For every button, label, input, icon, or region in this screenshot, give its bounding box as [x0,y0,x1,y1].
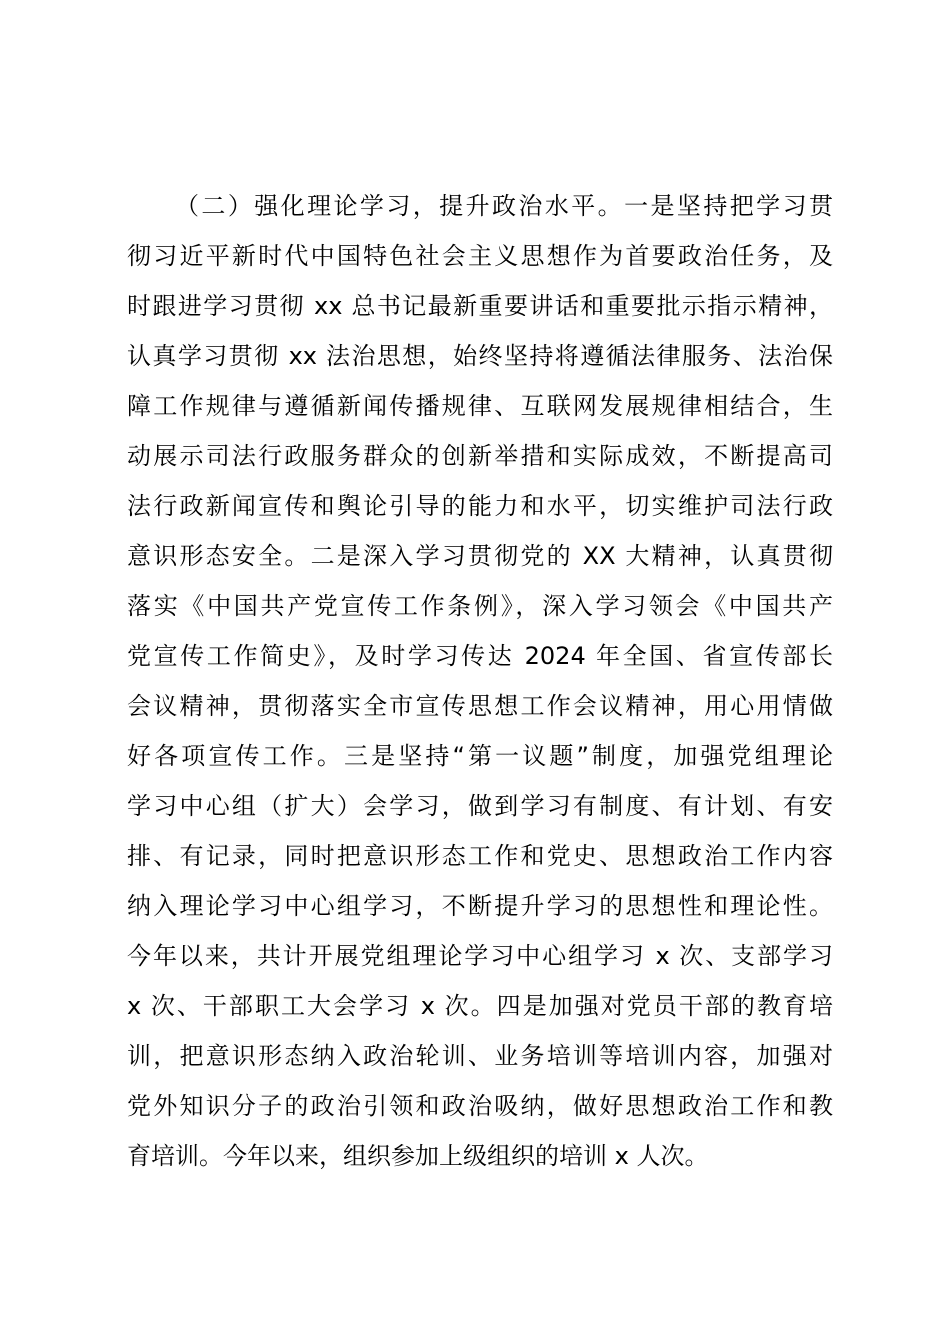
paragraph-line: 学习中心组（扩大）会学习，做到学习有制度、有计划、有安 [127,792,833,820]
paragraph-line: 落实《中国共产党宣传工作条例》，深入学习领会《中国共产 [127,592,833,620]
paragraph-line: 党外知识分子的政治引领和政治吸纳，做好思想政治工作和教 [127,1092,833,1120]
paragraph-line: 党宣传工作简史》，及时学习传达 2024 年全国、省宣传部长 [127,642,833,670]
paragraph-line: 障工作规律与遵循新闻传播规律、互联网发展规律相结合，生 [127,392,833,420]
paragraph-line: 纳入理论学习中心组学习，不断提升学习的思想性和理论性。 [127,892,833,920]
paragraph-line: 会议精神，贯彻落实全市宣传思想工作会议精神，用心用情做 [127,692,833,720]
paragraph-line: 训，把意识形态纳入政治轮训、业务培训等培训内容，加强对 [127,1042,833,1070]
paragraph-line: 意识形态安全。二是深入学习贯彻党的 XX 大精神，认真贯彻 [127,542,833,570]
paragraph-line: 动展示司法行政服务群众的创新举措和实际成效，不断提高司 [127,442,833,470]
paragraph-line: 排、有记录，同时把意识形态工作和党史、思想政治工作内容 [127,842,833,870]
paragraph-line: x 次、干部职工大会学习 x 次。四是加强对党员干部的教育培 [127,992,833,1020]
paragraph-line: 认真学习贯彻 xx 法治思想，始终坚持将遵循法律服务、法治保 [127,342,833,370]
paragraph-line: 彻习近平新时代中国特色社会主义思想作为首要政治任务，及 [127,242,833,270]
paragraph-line: 好各项宣传工作。三是坚持“第一议题”制度，加强党组理论 [127,742,833,770]
paragraph-line: 今年以来，共计开展党组理论学习中心组学习 x 次、支部学习 [127,942,833,970]
paragraph-line: 法行政新闻宣传和舆论引导的能力和水平，切实维护司法行政 [127,492,833,520]
paragraph-line: （二）强化理论学习，提升政治水平。一是坚持把学习贯 [175,192,833,220]
paragraph-line: 育培训。今年以来，组织参加上级组织的培训 x 人次。 [127,1142,709,1170]
paragraph-line: 时跟进学习贯彻 xx 总书记最新重要讲话和重要批示指示精神， [127,292,833,320]
